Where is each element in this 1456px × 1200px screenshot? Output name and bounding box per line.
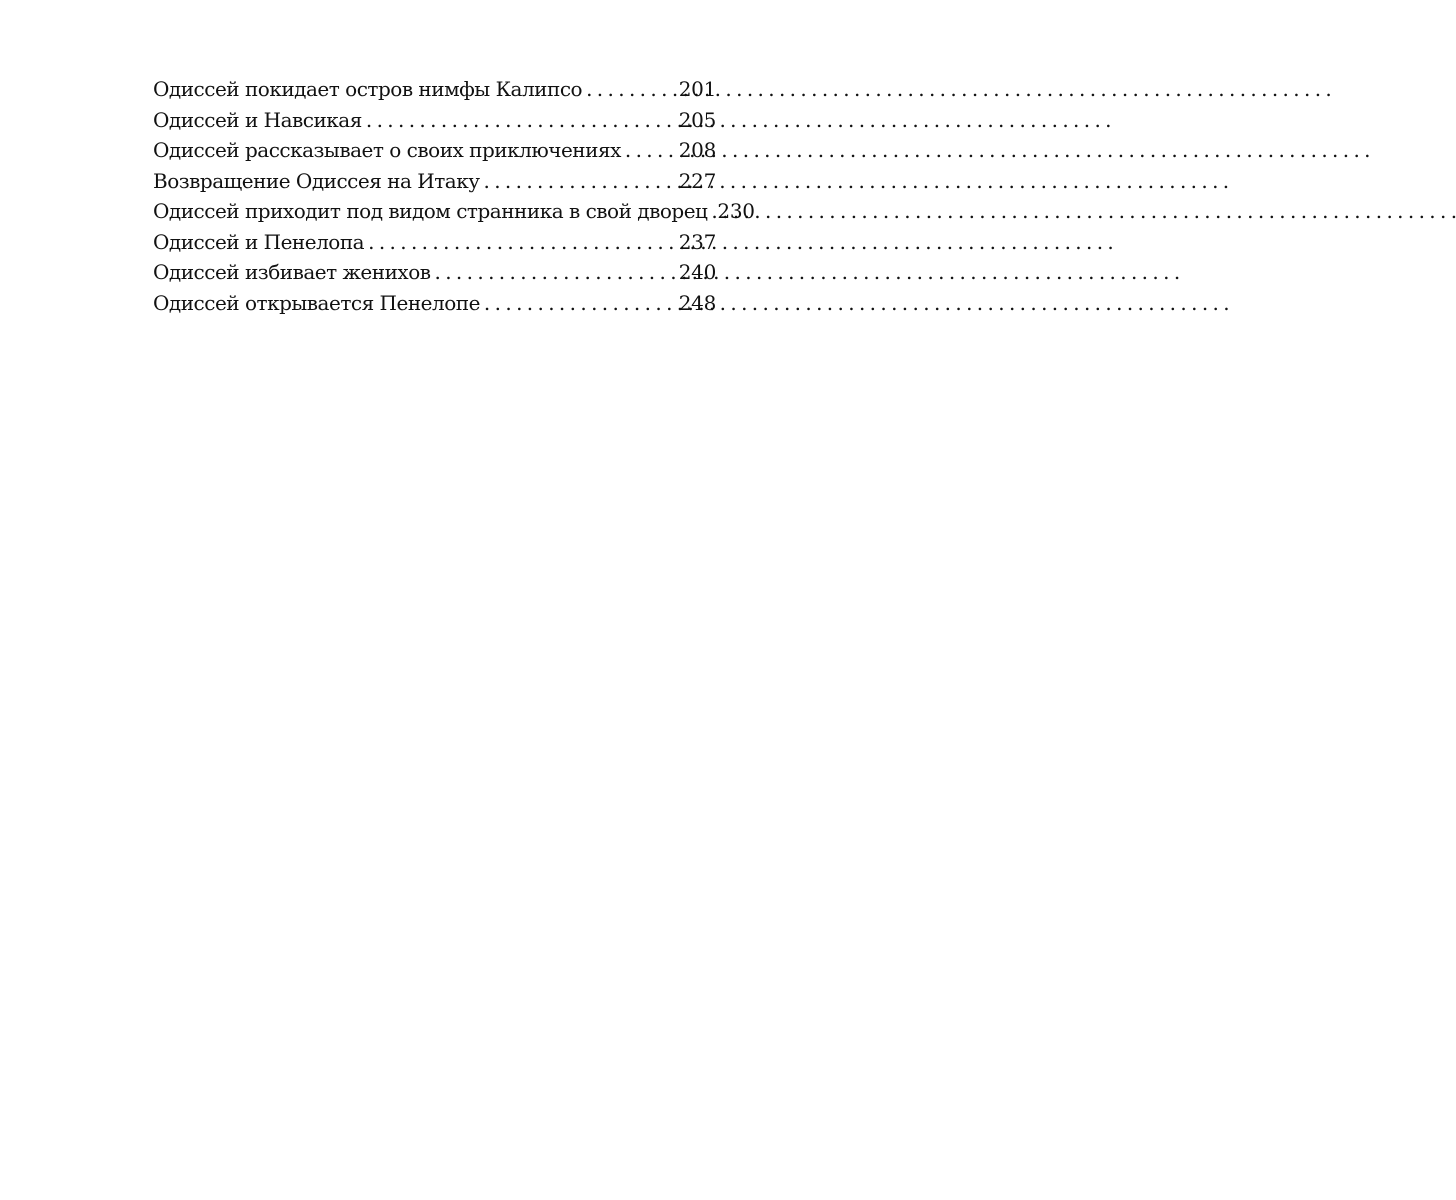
toc-entry-title: Одиссей и Навсикая — [153, 107, 362, 132]
toc-dot-leader — [582, 74, 679, 105]
toc-entry — [153, 227, 716, 258]
toc-entry — [153, 105, 716, 136]
toc-entry-page: 248 — [678, 290, 716, 315]
toc-entry — [153, 196, 755, 227]
toc-entry — [153, 74, 716, 105]
toc-entry-page: 230 — [717, 199, 755, 223]
toc-entry-title: Одиссей покидает остров нимфы Калипсо — [153, 77, 583, 101]
toc-entry — [153, 166, 716, 197]
toc-entry — [153, 288, 716, 319]
table-of-contents — [153, 74, 755, 318]
toc-entry — [153, 135, 716, 166]
toc-entry — [153, 257, 716, 288]
toc-dot-leader — [431, 257, 679, 288]
toc-entry-title: Одиссей рассказывает о своих приключениях — [153, 138, 621, 162]
toc-dot-leader — [479, 166, 678, 197]
toc-entry-page: 240 — [678, 260, 716, 284]
toc-entry-page: 237 — [678, 229, 716, 254]
toc-entry-title: Возвращение Одиссея на Итаку — [153, 168, 480, 193]
toc-dot-leader — [362, 105, 679, 136]
toc-entry-title: Одиссей избивает женихов — [153, 260, 431, 284]
toc-entry-page: 208 — [678, 138, 716, 162]
toc-dot-leader — [707, 196, 717, 227]
toc-entry-page: 205 — [678, 107, 716, 132]
toc-dot-leader — [364, 227, 679, 258]
toc-dot-leader — [621, 135, 679, 166]
toc-entry-title: Одиссей и Пенелопа — [153, 229, 365, 254]
toc-dot-leader — [480, 288, 679, 319]
toc-entry-title: Одиссей открывается Пенелопе — [153, 290, 480, 315]
toc-entry-page: 201 — [678, 77, 716, 101]
toc-entry-title: Одиссей приходит под видом странника в свой дворец — [153, 199, 708, 223]
toc-entry-page: 227 — [678, 168, 716, 193]
